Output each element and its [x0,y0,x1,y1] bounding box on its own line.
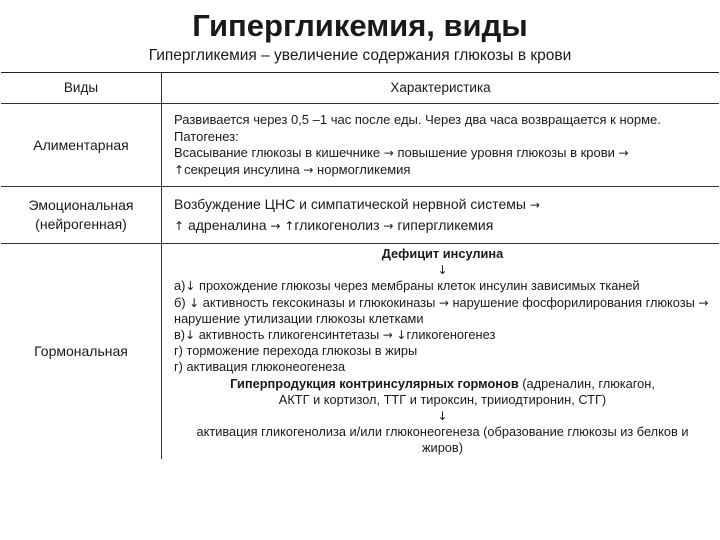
types-table [1,72,719,459]
emotional-step: адреналина [187,217,267,233]
down-arrow-icon: ↓ [396,328,407,343]
type-alimentary: Алиментарная [1,104,162,187]
down-arrow-icon: ↓ [185,279,196,294]
right-arrow-icon: → [382,328,393,343]
list-item: г) торможение перехода глюкозы в жиры [174,343,418,359]
up-arrow-icon: ↑ [284,219,295,233]
right-arrow-icon: → [303,162,314,177]
table-row [1,244,719,459]
deficit-title: Дефицит инсулина [381,246,504,261]
list-item: а)↓ прохождение глюкозы через мембраны клеток инсулин зависимых тканей [174,278,640,294]
emotional-step: Возбуждение ЦНС и симпатической нервной системы [174,196,526,212]
table-row [1,187,719,244]
alimentary-intro: Развивается через 0,5 –1 час после еды. Через два часа возвращается к норме. Патогенез: [174,112,661,144]
hyper-title: Гиперпродукция контринсулярных гормонов [230,375,519,391]
down-arrow-icon: ↓ [437,263,448,278]
type-emotional: Эмоциональная (нейрогенная) [1,187,162,244]
right-arrow-icon: → [529,198,540,212]
right-arrow-icon: → [270,219,281,233]
right-arrow-icon: → [438,295,449,310]
alimentary-step: Всасывание глюкозы в кишечнике [174,145,381,160]
right-arrow-icon: → [383,146,394,160]
list-item: в)↓ активность гликогенсинтетазы → ↓гликогеногенез [174,327,496,343]
alimentary-step: повышение уровня глюкозы в крови [397,145,615,160]
list-item: б) ↓ активность гексокиназы и глюкокиназы → нарушение фосфорилирования глюкозы → нарушение утилизации глюкозы клетками [174,294,709,326]
up-arrow-icon: ↑ [174,162,185,177]
table-header-row [1,73,719,104]
header-characteristic: Характеристика [162,73,720,104]
hormonal-description [162,244,720,459]
emotional-step: гипергликемия [397,217,494,233]
type-hormonal: Гормональная [1,244,162,459]
right-arrow-icon: → [698,295,709,310]
down-arrow-icon: ↓ [185,328,196,343]
header-types: Виды [1,73,162,104]
down-arrow-icon: ↓ [437,409,448,424]
table-row [1,104,719,187]
list-item: г) активация глюконеогенеза [174,359,346,375]
hyper-list: (адреналин, глюкагон, АКТГ и кортизол, ТТГ и тироксин, трииодтиронин, СТГ) [278,375,655,407]
alimentary-step: нормогликемия [317,161,411,177]
down-arrow-icon: ↓ [189,295,200,310]
emotional-description [162,187,720,244]
right-arrow-icon: → [618,146,629,160]
page-subtitle: Гипергликемия – увеличение содержания глюкозы в крови [148,47,572,64]
hormonal-result: активация гликогенолиза и/или глюконеогенеза (образование глюкозы из белков и жиров) [196,424,689,456]
page-title: Гипергликемия, виды [192,8,528,43]
alimentary-step: секреция инсулина [184,161,300,177]
emotional-step: гликогенолиз [294,217,380,233]
right-arrow-icon: → [383,219,394,233]
hyperproduction-block [174,376,711,408]
alimentary-description [162,104,720,187]
up-arrow-icon: ↑ [174,219,185,233]
